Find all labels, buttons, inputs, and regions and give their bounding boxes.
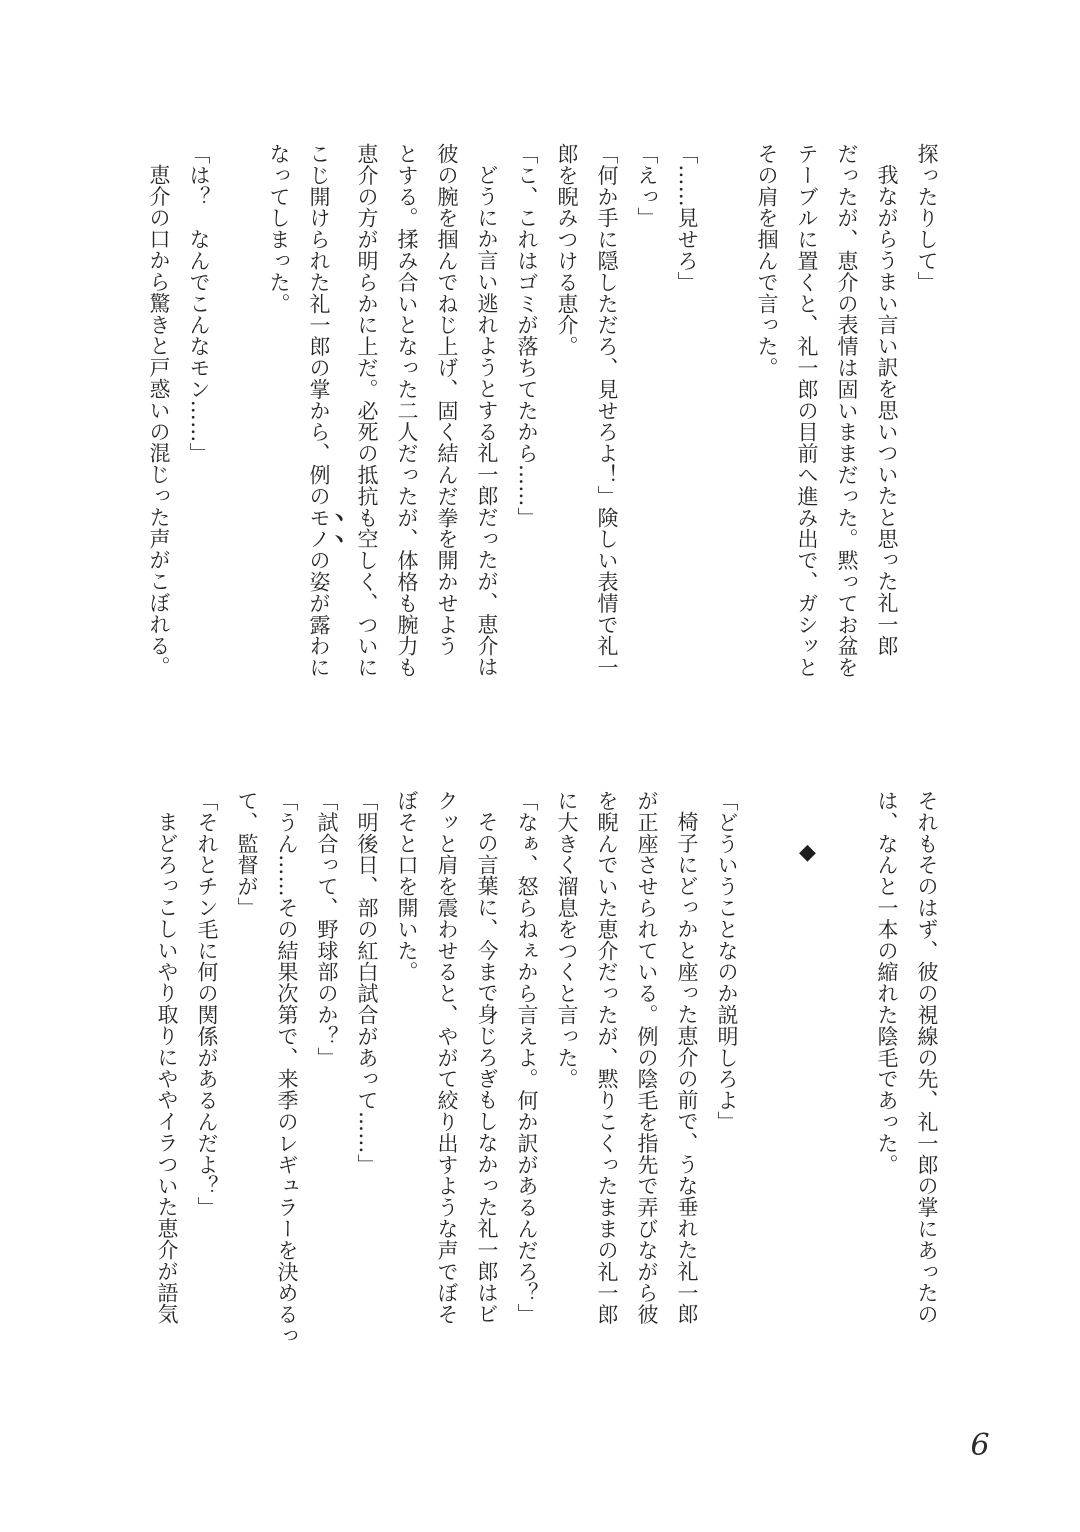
- text-line: [139, 143, 179, 728]
- text-line: [627, 143, 667, 728]
- text-segment: 「うん……その結果次第で、来季のレギュラーを決めるっ: [275, 790, 299, 1347]
- text-line: [267, 790, 307, 1375]
- text-line: [227, 790, 267, 1375]
- text-line: [187, 790, 227, 1375]
- text-line: [907, 790, 947, 1375]
- text-line: [747, 143, 787, 728]
- text-segment: 探ったりして」: [915, 143, 939, 293]
- text-line: [467, 790, 507, 1375]
- text-segment: 「それとチン毛に何の関係があるんだよ？」: [195, 790, 219, 1218]
- text-segment: クッと肩を震わせると、やがて絞り出すような声でぼそ: [435, 790, 459, 1325]
- text-segment: まどろっこしいやり取りにややイラついた恵介が語気: [155, 811, 179, 1325]
- text-segment: 椅子にどっかと座った恵介の前で、うな垂れた礼一郎: [675, 811, 699, 1325]
- text-line: [547, 790, 587, 1375]
- text-segment: とする。揉み合いとなった二人だったが、体格も腕力も: [395, 143, 419, 678]
- text-line: [427, 790, 467, 1375]
- text-line: [467, 143, 507, 728]
- text-line: [787, 143, 827, 728]
- section-divider: [787, 790, 827, 1375]
- text-line: [827, 143, 867, 728]
- text-line: [179, 143, 219, 728]
- text-segment: 郎を睨みつける恵介。: [555, 143, 579, 357]
- text-line: [387, 143, 427, 728]
- text-line: [547, 143, 587, 728]
- text-segment: 「こ、これはゴミが落ちてたから……」: [515, 143, 539, 529]
- text-segment: 我ながらうまい言い訳を思いついたと思った礼一郎: [875, 164, 899, 657]
- text-segment: は、なんと一本の縮れた陰毛であった。: [875, 790, 899, 1176]
- text-block-bottom: [147, 790, 947, 1375]
- text-line: [147, 790, 187, 1375]
- text-segment: それもそのはず、彼の視線の先、礼一郎の掌にあったの: [915, 790, 939, 1325]
- text-segment: 恵介の方が明らかに上だ。必死の抵抗も空しく、ついに: [355, 143, 379, 678]
- text-segment: 彼の腕を掴んでねじ上げ、固く結んだ拳を開かせよう: [435, 143, 459, 657]
- text-line: [707, 790, 747, 1375]
- text-segment: に大きく溜息をつくと言った。: [555, 790, 579, 1090]
- text-segment: 「試合って、野球部のか？」: [315, 790, 339, 1069]
- text-segment: 「どういうことなのか説明しろよ」: [715, 790, 739, 1133]
- text-segment: 「明後日、部の紅白試合があって……」: [355, 790, 379, 1176]
- text-segment: ぼそと口を開いた。: [395, 790, 419, 983]
- text-line: [347, 790, 387, 1375]
- text-block-top: [139, 143, 947, 728]
- text-segment: ◆: [795, 840, 820, 866]
- text-segment: て、監督が」: [235, 790, 259, 919]
- text-segment: テーブルに置くと、礼一郎の目前へ進み出で、ガシッと: [795, 143, 819, 678]
- text-line: [427, 143, 467, 728]
- text-line: [867, 790, 907, 1375]
- text-line: [259, 143, 299, 728]
- text-line: [507, 143, 547, 728]
- text-line: [627, 790, 667, 1375]
- blank-line: [219, 143, 259, 728]
- text-line: [587, 143, 627, 728]
- blank-line: [707, 143, 747, 728]
- text-segment: その肩を掴んで言った。: [755, 143, 779, 379]
- text-line: [387, 790, 427, 1375]
- blank-line: [747, 790, 787, 1375]
- text-line: [507, 790, 547, 1375]
- text-segment: の姿が露わに: [307, 549, 331, 679]
- text-line: [907, 143, 947, 728]
- text-line: [347, 143, 387, 728]
- text-segment: こじ開けられた礼一郎の掌から、例の: [307, 143, 331, 507]
- text-segment: だったが、恵介の表情は固いままだった。黙ってお盆を: [835, 143, 859, 678]
- text-segment: を睨んでいた恵介だったが、黙りこくったままの礼一郎: [595, 790, 619, 1325]
- text-segment: 「えっ」: [635, 143, 659, 229]
- text-line: [587, 790, 627, 1375]
- text-segment: どうにか言い逃れようとする礼一郎だったが、恵介は: [475, 164, 499, 678]
- text-line: [667, 790, 707, 1375]
- text-segment: 「何か手に隠しただろ、見せろよ！」険しい表情で礼一: [595, 143, 619, 678]
- text-segment: なってしまった。: [267, 143, 291, 315]
- text-segment: 恵介の口から驚きと戸惑いの混じった声がこぼれる。: [147, 164, 171, 678]
- text-line: [299, 143, 347, 728]
- text-segment: 「……見せろ」: [675, 143, 699, 293]
- page-number: 6: [970, 1428, 990, 1463]
- text-segment: 「なぁ、怒らねぇから言えよ。何か訳があるんだろ？」: [515, 790, 539, 1325]
- blank-line: [827, 790, 867, 1375]
- emphasized-text: モノ: [307, 506, 331, 550]
- text-segment: が正座させられている。例の陰毛を指先で弄びながら彼: [635, 790, 659, 1325]
- text-line: [307, 790, 347, 1375]
- text-line: [667, 143, 707, 728]
- text-segment: その言葉に、今まで身じろぎもしなかった礼一郎はビ: [475, 811, 499, 1325]
- text-line: [867, 143, 907, 728]
- text-segment: 「は？ なんでこんなモン……」: [187, 143, 211, 464]
